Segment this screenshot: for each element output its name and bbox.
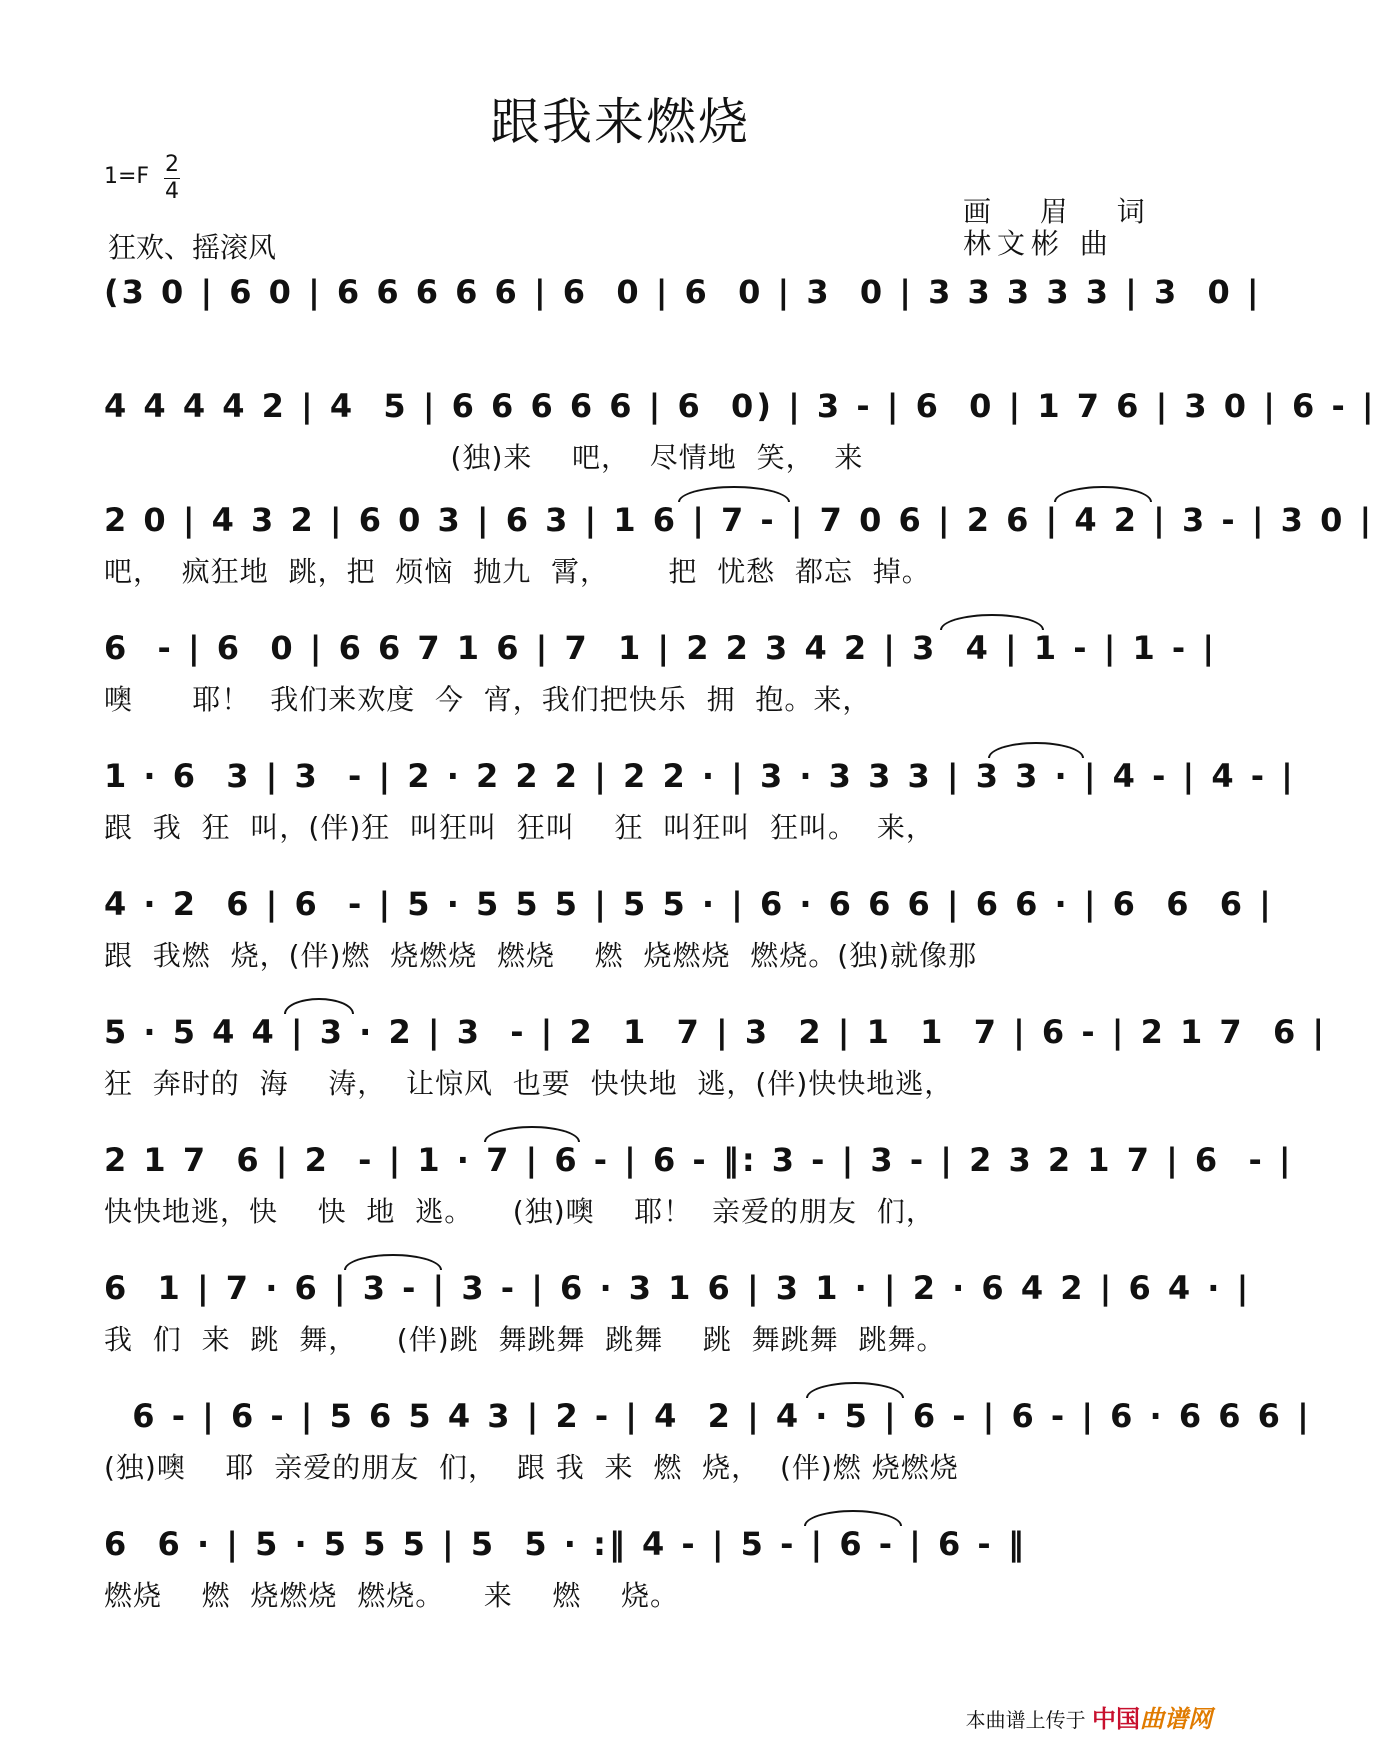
- tie-mark: [284, 998, 354, 1014]
- time-signature-top: 2: [165, 152, 179, 177]
- notation-line: 2 1 7 6 | 2 - | 1 · 7 | 6 - | 6 - ‖: 3 - | 3 - | 2 3 2 1 7 | 6 - |: [104, 1141, 1294, 1179]
- notation-line: 4 · 2 6 | 6 - | 5 · 5 5 5 | 5 5 · | 6 · 6 6 6 | 6 6 · | 6 6 6 |: [104, 885, 1274, 923]
- footer-credit: [966, 1699, 1212, 1734]
- lyrics-line: 吧， 疯狂地 跳，把 烦恼 抛九 霄， 把 忧愁 都忘 掉。: [104, 555, 931, 588]
- notation-line: 1 · 6 3 | 3 - | 2 · 2 2 2 | 2 2 · | 3 · 3 3 3 | 3 3 · | 4 - | 4 - |: [104, 757, 1296, 795]
- notation-line: (3 0 | 6 0 | 6 6 6 6 6 | 6 0 | 6 0 | 3 0 | 3 3 3 3 3 | 3 0 |: [104, 273, 1262, 311]
- lyrics-line: 我 们 来 跳 舞， (伴)跳 舞跳舞 跳舞 跳 舞跳舞 跳舞。: [104, 1323, 946, 1356]
- lyrics-line: 跟 我燃 烧，(伴)燃 烧燃烧 燃烧 燃 烧燃烧 燃烧。(独)就像那: [104, 939, 978, 972]
- notation-line: 5 · 5 4 4 | 3 · 2 | 3 - | 2 1 7 | 3 2 | 1 1 7 | 6 - | 2 1 7 6 |: [104, 1013, 1328, 1051]
- tie-mark: [940, 614, 1044, 630]
- lyrics-line: 噢 耶！ 我们来欢度 今 宵，我们把快乐 拥 抱。来，: [104, 683, 872, 716]
- notation-line: 6 1 | 7 · 6 | 3 - | 3 - | 6 · 3 1 6 | 3 1 · | 2 · 6 4 2 | 6 4 · |: [104, 1269, 1252, 1307]
- song-title: 跟我来燃烧: [490, 93, 750, 151]
- notation-line: 6 - | 6 - | 5 6 5 4 3 | 2 - | 4 2 | 4 · 5 | 6 - | 6 - | 6 · 6 6 6 |: [104, 1397, 1312, 1435]
- lyrics-line: (独)来 吧， 尽情地 笑， 来: [104, 441, 864, 474]
- composer-credit: 林文彬 曲: [963, 227, 1114, 260]
- tie-mark: [344, 1254, 442, 1270]
- lyrics-line: 跟 我 狂 叫，(伴)狂 叫狂叫 狂叫 狂 叫狂叫 狂叫。 来，: [104, 811, 935, 844]
- site-logo-part-b[interactable]: 曲谱网: [1140, 1705, 1212, 1733]
- tie-mark: [806, 1382, 904, 1398]
- notation-line: 6 - | 6 0 | 6 6 7 1 6 | 7 1 | 2 2 3 4 2 | 3 4 | 1 - | 1 - |: [104, 629, 1218, 667]
- notation-line: 2 0 | 4 3 2 | 6 0 3 | 6 3 | 1 6 | 7 - | 7 0 6 | 2 6 | 4 2 | 3 - | 3 0 |: [104, 501, 1375, 539]
- lyrics-line: 狂 奔时的 海 涛， 让惊风 也要 快快地 逃，(伴)快快地逃，: [104, 1067, 954, 1100]
- time-signature-bottom: 4: [165, 179, 179, 204]
- notation-line: 4 4 4 4 2 | 4 5 | 6 6 6 6 6 | 6 0) | 3 - | 6 0 | 1 7 6 | 3 0 | 6 - |: [104, 387, 1377, 425]
- tie-mark: [484, 1126, 580, 1142]
- lyrics-line: 燃烧 燃 烧燃烧 燃烧。 来 燃 烧。: [104, 1579, 680, 1612]
- style-marking: 狂欢、摇滚风: [108, 231, 277, 264]
- footer-prefix: 本曲谱上传于: [965, 1708, 1086, 1732]
- key-signature: 1=F: [104, 164, 150, 189]
- notation-line: 6 6 · | 5 · 5 5 5 | 5 5 · :‖ 4 - | 5 - | 6 - | 6 - ‖: [104, 1525, 1027, 1563]
- tie-mark: [988, 742, 1084, 758]
- tie-mark: [678, 486, 790, 502]
- time-signature: [162, 152, 182, 205]
- tie-mark: [1054, 486, 1152, 502]
- lyricist-credit: 画 眉 词: [963, 195, 1165, 228]
- lyrics-line: 快快地逃，快 快 地 逃。 (独)噢 耶！ 亲爱的朋友 们，: [104, 1195, 935, 1228]
- tie-mark: [804, 1510, 902, 1526]
- lyrics-line: (独)噢 耶 亲爱的朋友 们， 跟 我 来 燃 烧， (伴)燃 烧燃烧: [104, 1451, 959, 1484]
- site-logo-part-a[interactable]: 中国: [1092, 1705, 1140, 1733]
